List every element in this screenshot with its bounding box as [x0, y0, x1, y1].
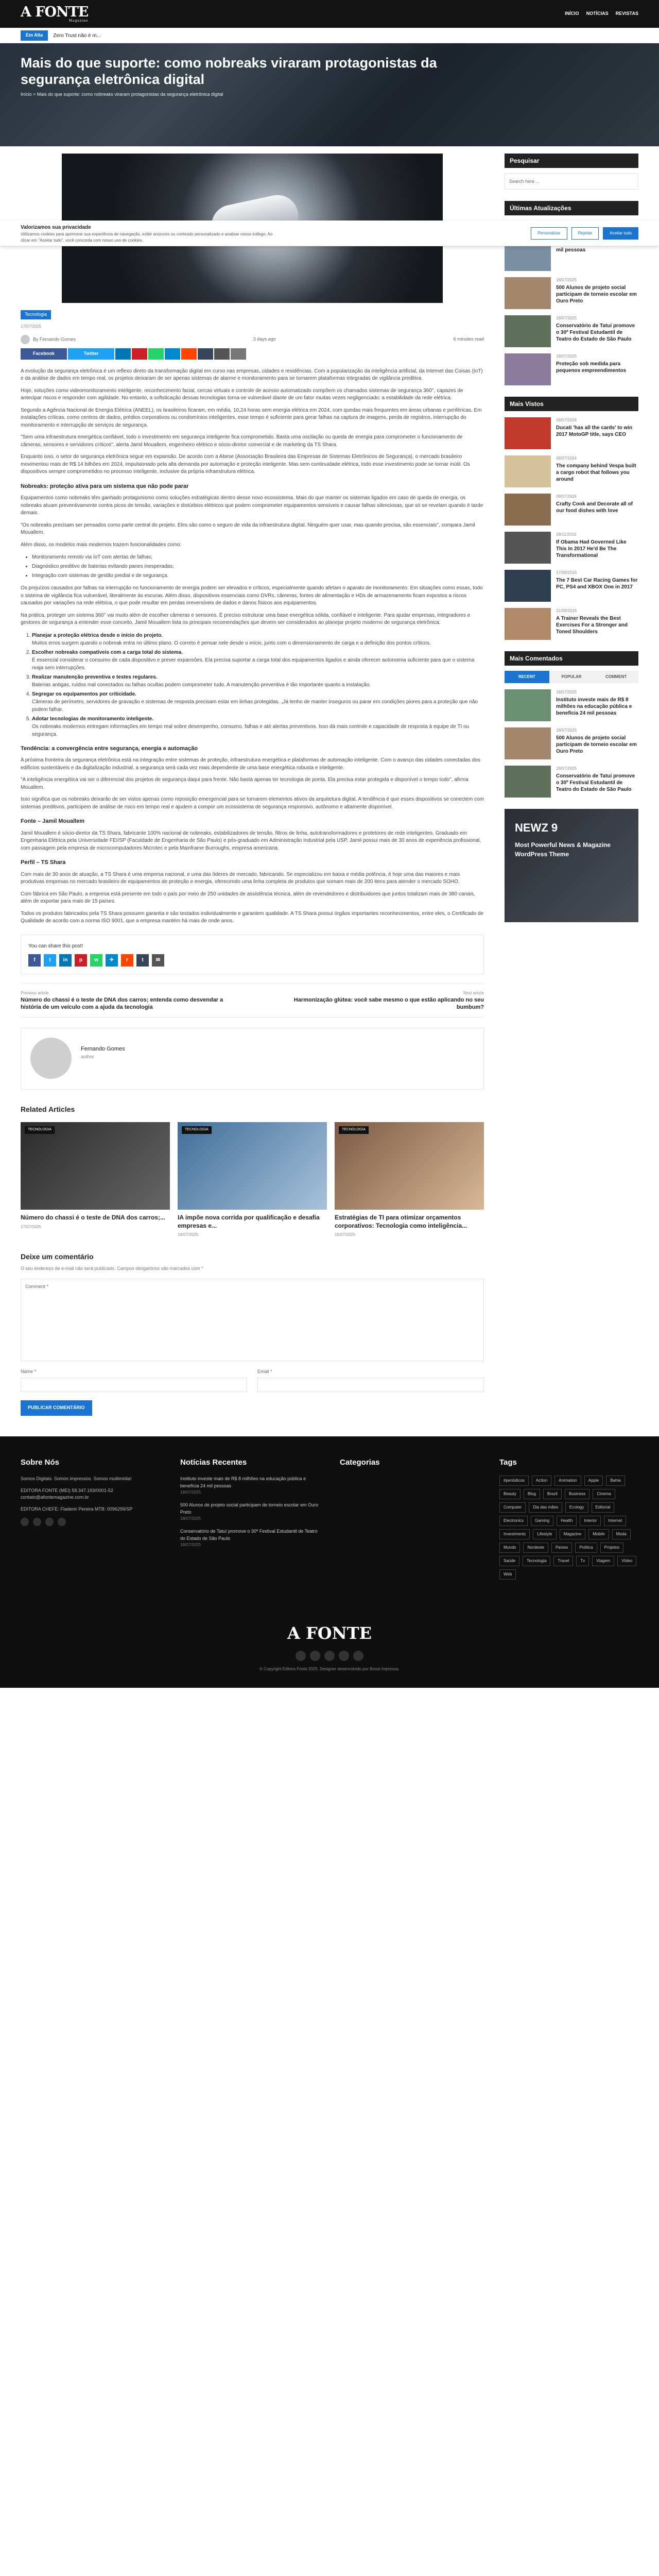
- comment-title: Deixe um comentário: [21, 1252, 94, 1261]
- tag-link[interactable]: Action: [532, 1476, 551, 1486]
- instagram-icon[interactable]: [324, 1651, 335, 1661]
- site-footer: [0, 1436, 659, 1688]
- telegram-share-icon[interactable]: [165, 348, 180, 360]
- author-name[interactable]: Fernando Gomes: [81, 1046, 125, 1053]
- tag-link[interactable]: Investments: [499, 1529, 530, 1539]
- youtube-icon[interactable]: [339, 1651, 349, 1661]
- footer-categories: Categorias: [340, 1458, 380, 1467]
- header-bar: [0, 0, 659, 28]
- linkedin-icon[interactable]: [353, 1651, 363, 1661]
- tag-link[interactable]: Tv: [576, 1556, 589, 1566]
- previous-article-link[interactable]: Previous article Número do chassi é o teste de DNA dos carros; entenda como desvendar a história de um veículo com a ajuda da tecnologia: [21, 990, 223, 1010]
- whatsapp-share-icon[interactable]: [148, 348, 164, 360]
- twitter-icon[interactable]: t: [44, 954, 56, 967]
- twitter-icon[interactable]: [310, 1651, 320, 1661]
- author-role: author: [81, 1054, 94, 1059]
- updates-widget-title: Últimas Atualizações: [505, 201, 638, 215]
- nav-noticias[interactable]: NOTÍCIAS: [586, 11, 609, 16]
- comment-form: [21, 1251, 484, 1416]
- advertisement-banner[interactable]: NEWZ 9 Most Powerful News & Magazine WordPress Theme: [505, 809, 638, 922]
- list-item[interactable]: 18/07/2025 Conservatório de Tatuí promove o 30º Festival Estudantil de Teatro do Estado de São Paulo: [505, 315, 638, 347]
- copyright: © Copyright Editora Fonte 2025. Designer desenvolvido por Boost Impressa.: [259, 1667, 400, 1672]
- article-subheading: Tendência: a convergência entre segurança, energia e automação: [21, 745, 198, 752]
- nav-inicio[interactable]: INÍCIO: [565, 11, 579, 16]
- tag-link[interactable]: Electronics: [499, 1516, 528, 1526]
- search-input[interactable]: Search here ...: [505, 173, 638, 190]
- features-list: • Monitoramento remoto via IoT com alertas de falhas; • Diagnóstico preditivo de baterias evitando panes inesperadas; • Integração com sistemas de gestão predial e de segurança.: [32, 553, 484, 580]
- commented-tabs: [505, 671, 638, 683]
- related-title: Related Articles: [21, 1105, 75, 1114]
- tag-link[interactable]: Blog: [524, 1489, 540, 1499]
- footer-tags: Tags #periódicos Action Animation Apple Bahia Beauty Blog Brazil Business Cinema Computer Dia das mães Ecology Editorial Electronics Gaming Health Interior Internet Investments Lifestyle Magazine Mobile Moda Mundo Nordeste Países Política Projetos Saúde Tecnologia Travel Tv Viagem Vídeo Web: [499, 1457, 638, 1580]
- instagram-icon[interactable]: [45, 1518, 54, 1526]
- footer-logo[interactable]: A FONTE: [287, 1623, 372, 1643]
- list-item[interactable]: 08/07/2024 Crafty Cook and Decorate all of our food dishes with love: [505, 494, 638, 526]
- read-time: 6 minutes read: [453, 336, 484, 342]
- related-card[interactable]: TECNOLOGIA Número do chassi é o teste de DNA dos carros;... 17/07/2025: [21, 1122, 170, 1238]
- tag-link[interactable]: Animation: [554, 1476, 581, 1486]
- most-commented-title: Mais Comentados: [505, 651, 638, 666]
- post-meta: [21, 335, 484, 344]
- related-card[interactable]: TECNOLOGIA IA impõe nova corrida por qualificação e desafia empresas e... 16/07/2025: [178, 1122, 327, 1238]
- tab-popular[interactable]: POPULAR: [549, 671, 594, 683]
- tag-link[interactable]: Beauty: [499, 1489, 521, 1499]
- article-subheading: Nobreaks: proteção ativa para um sistema que não pode parar: [21, 483, 189, 489]
- cookie-text: Utilizamos cookies para aprimorar sua experiência de navegação, exibir anúncios ou conteúdo personalizado e analisar nosso tráfego. Ao clicar em "Aceitar tudo", você concorda com nosso uso de cookies.: [21, 231, 273, 243]
- list-item[interactable]: 21/09/2016 A Trainer Reveals the Best Exercises For a Stronger and Toned Shoulders: [505, 608, 638, 640]
- reddit-share-icon[interactable]: [181, 348, 197, 360]
- page-hero: [0, 43, 659, 146]
- linkedin-share-icon[interactable]: [115, 348, 131, 360]
- list-item[interactable]: 18/07/2025 Conservatório de Tatuí promove o 30º Festival Estudantil de Teatro do Estado de São Paulo: [505, 766, 638, 798]
- tag-link[interactable]: #periódicos: [499, 1476, 529, 1486]
- twitter-share-button[interactable]: Twitter: [68, 348, 114, 360]
- post-ago: 3 days ago: [253, 336, 276, 342]
- cookie-accept-button[interactable]: Aceitar tudo: [603, 227, 638, 240]
- tag-link[interactable]: Viagem: [592, 1556, 614, 1566]
- name-label: Name *: [21, 1368, 37, 1374]
- tag-link[interactable]: Nordeste: [523, 1543, 548, 1553]
- list-item[interactable]: 500 Alunos de projeto social participam de torneio escolar em Ouro Preto 18/07/2025: [180, 1502, 319, 1521]
- tag-link[interactable]: Editorial: [592, 1502, 615, 1513]
- post-navigation: [21, 984, 484, 1018]
- list-item[interactable]: 08/07/2024 Ducati 'has all the cards' to win 2017 MotoGP title, says CEO: [505, 417, 638, 449]
- tag-link[interactable]: Business: [565, 1489, 589, 1499]
- cookie-customize-button[interactable]: Personalizar: [531, 227, 567, 240]
- article-subheading: Fonte – Jamil Mouallem: [21, 818, 85, 824]
- tumblr-icon[interactable]: t: [136, 954, 149, 967]
- list-item[interactable]: 18/07/2025 500 Alunos de projeto social participam de torneio escolar em Ouro Preto: [505, 277, 638, 309]
- share-box: [21, 935, 484, 974]
- cookie-banner: [0, 221, 659, 246]
- author-avatar: [21, 335, 30, 344]
- email-label: Email *: [257, 1368, 272, 1374]
- linkedin-icon[interactable]: in: [59, 954, 72, 967]
- tag-link[interactable]: Magazine: [560, 1529, 586, 1539]
- site-logo[interactable]: A FONTE Magazine: [21, 4, 89, 23]
- post-author[interactable]: By Fernando Gomes: [33, 336, 76, 342]
- ticker-text[interactable]: Zero Trust não é m...: [53, 32, 101, 39]
- tag-link[interactable]: Interior: [580, 1516, 601, 1526]
- tab-recent[interactable]: RECENT: [505, 671, 549, 683]
- related-card[interactable]: TECNOLOGIA Estratégias de TI para otimizar orçamentos corporativos: Tecnologia como inteligência... 15/07/2025: [335, 1122, 484, 1238]
- list-item[interactable]: mil pessoas: [505, 239, 638, 271]
- comment-note: O seu endereço de e-mail não será publicado. Campos obrigatórios são marcados com *: [21, 1266, 203, 1272]
- tag-link[interactable]: Países: [551, 1543, 572, 1553]
- list-item[interactable]: 29/11/2016 If Obama Had Governed Like This In 2017 He'd Be The Transformational: [505, 532, 638, 564]
- share-bar: [21, 348, 484, 360]
- sidebar: [505, 154, 638, 1416]
- author-avatar-large: [30, 1038, 72, 1079]
- breadcrumb[interactable]: Início > Mais do que suporte: como nobreaks viraram protagonistas da segurança eletrônica digital: [21, 91, 223, 97]
- search-widget-title: Pesquisar: [505, 154, 638, 168]
- tag-link[interactable]: Cinema: [593, 1489, 615, 1499]
- reddit-icon[interactable]: r: [121, 954, 133, 967]
- tag-link[interactable]: Brazil: [543, 1489, 562, 1499]
- tag-link[interactable]: Moda: [612, 1529, 631, 1539]
- email-field[interactable]: [257, 1378, 484, 1392]
- name-field[interactable]: [21, 1378, 247, 1392]
- share-box-title: You can share this post!: [28, 943, 83, 949]
- tab-comment[interactable]: COMMENT: [594, 671, 638, 683]
- whatsapp-icon[interactable]: w: [90, 954, 102, 967]
- twitter-icon[interactable]: [33, 1518, 41, 1526]
- news-ticker: [0, 28, 659, 43]
- category-tag[interactable]: Tecnologia: [21, 310, 51, 319]
- tag-link[interactable]: Bahia: [606, 1476, 625, 1486]
- email-share-icon[interactable]: [214, 348, 230, 360]
- main-column: [21, 154, 484, 1416]
- tag-link[interactable]: Ecology: [565, 1502, 588, 1513]
- list-item[interactable]: Conservatório de Tatuí promove o 30º Festival Estudantil de Teatro do Estado de São Paulo 18/07/2025: [180, 1529, 318, 1548]
- footer-about: Sobre Nós Somos Digitais. Somos impressos. Somos multimídia! EDITORA FONTE (MEI) 58.347.193/0001-52 contato@afontemagazine.com.br EDITORA CHEFE: Fladenir Pereira MTB: 0096299/SP: [21, 1457, 160, 1580]
- next-article-link[interactable]: Next article Harmonização glútea: você sabe mesmo o que estão aplicando no seu bumbum?: [293, 990, 484, 1010]
- ticker-label: Em Alta: [21, 30, 48, 41]
- tag-link[interactable]: Internet: [604, 1516, 626, 1526]
- list-item[interactable]: 18/07/2025 Proteção sob medida para pequenos empreendimentos: [505, 353, 638, 385]
- pinterest-share-icon[interactable]: [132, 348, 147, 360]
- most-viewed-title: Mais Vistos: [505, 397, 638, 411]
- list-item[interactable]: 08/07/2024 The company behind Vespa built a cargo robot that follows you around: [505, 455, 638, 487]
- tag-link[interactable]: Mundo: [499, 1543, 520, 1553]
- author-box: [21, 1028, 484, 1090]
- footer-recent-news: Notícias Recentes Instituto investe mais de R$ 8 milhões na educação pública e benefícia 24 mil pessoas 18/07/2025 500 Alunos de projeto social participam de torneio escolar em Ouro Preto 18/07/2025 Conservatório de Tatuí promove o 30º Festival Estudantil de Teatro do Estado de São Paulo 18/07/2025: [180, 1458, 319, 1548]
- tag-link[interactable]: Projetos: [600, 1543, 623, 1553]
- tag-link[interactable]: Web: [499, 1569, 516, 1580]
- tag-link[interactable]: Política: [575, 1543, 597, 1553]
- tag-link[interactable]: Computer: [499, 1502, 526, 1513]
- article-subheading: Perfil – TS Shara: [21, 859, 66, 866]
- facebook-icon[interactable]: f: [28, 954, 41, 967]
- tag-link[interactable]: Saúde: [499, 1556, 519, 1566]
- nav-revistas[interactable]: REVISTAS: [615, 11, 638, 16]
- article-body: A evolução da segurança eletrônica é um reflexo direto da transformação digital em curso nas empresas, cidades e residências. Com a popularização da inteligência artificial, da Internet das Coisas (IoT) e da análise de dados em tempo real, os projetos deixaram de ser apenas sistemas de alarme e monitoramento para se tornarem plataformas integradas de vigilância preditiva. Hoje, soluções como videomonitoramento inteligente, reconhecimento facial, cercas virtuais e controle de acesso automatizado compõem os chamados sistemas de segurança 360°, capazes de antecipar riscos e responder com agilidade. No entanto, a sofisticação dessas tecnologias torna-se vulnerável diante de um fator muitas vezes negligenciado: a estabilidade da rede elétrica. Segundo a Agência Nacional de Energia Elétrica (ANEEL), os brasileiros ficaram, em média, 10,24 horas sem energia elétrica em 2024, com quedas mais frequentes em áreas urbanas e periféricas. Em instalações críticas, como centros de dados, prédios corporativos ou condomínios inteligentes, esse tempo é suficiente para gerar falhas na captura de imagens, perda de registros, interrupção do monitoramento e interrupção de serviços de segurança. "Sem uma infraestrutura energética confiável, todo o investimento em segurança inteligente fica comprometido. Basta uma oscilação ou queda de energia para comprometer o funcionamento de câmeras, sensores e servidores críticos", alerta Jamil Mouallem, engenheiro elétrico e sócio-diretor comercial e de marketing da TS Shara. Enquanto isso, o setor de segurança eletrônica segue em expansão. De acordo com a Abese (Associação Brasileira das Empresas de Sistemas Eletrônicos de Segurança), o mercado brasileiro movimentou mais de R$ 14 bilhões em 2024, impulsionado pela alta demanda por automação e proteção inteligente. Mas sem continuidade elétrica, todo esse investimento pode se tornar inútil. Os dispositivos sempre comprometidos no processo inteligente, inclusive da própria infraestrutura elétrica. Nobreaks: proteção ativa para um sistema que não pode parar Equipamentos como nobreaks têm ganhado protagonismo como soluções estratégicas dentro desse novo ecossistema. Mais do que manter os sistemas ligados em caso de queda de energia, os nobreaks atuam preventivamente contra picos de tensão, variações e distúrbios elétricos que podem comprometer equipamentos sensíveis e causar falhas silenciosas, que só se revelam quando é tarde demais. "Os nobreaks precisam ser pensados como parte central do projeto. Eles são como o seguro de vida da infraestrutura digital. Ninguém quer usar, mas quando precisa, são essenciais", compara Jamil Mouallem. Além disso, os modelos mais modernos trazem funcionalidades como: • Monitoramento remoto via IoT com alertas de falhas; • Diagnóstico preditivo de baterias evitando panes inesperadas; • Integração com sistemas de gestão predial e de segurança. Os prejuízos causados por falhas na interrupção no funcionamento de energia podem ser elevados e críticos, especialmente quando afetam o aparato de monitoramento. Em situações como essas, todo o sistema de vigilância fica vulnerável, literalmente às escuras. Além disso, dispositivos essenciais como DVRs, câmeras, fontes de alimentação e HDs de armazenamento ficam expostos a riscos causados por variações na rede elétrica, o que pode resultar em perdas irreversíveis de dados e danos físicos aos equipamentos. Na prática, proteger um sistema 360° vai muito além de escolher câmeras e sensores. É preciso estruturar uma base energética sólida, confiável e inteligente. Para ajudar empresas, integradores e gestores de segurança a entender esse conceito, Jamil Mouallem lista os principais recomendações que devem ser considerados ao planejar projeto moderno de segurança eletrônica: 1. Planejar a proteção elétrica desde o início do projeto. Muitos erros surgem quando o nobreak entra no último plano. O correto é pensar nele desde o início, junto com o dimensionamento de carga e a definição dos pontos críticos. 2. Escolher nobreaks compatíveis com a carga total do sistema. É essencial considerar o consumo de cada dispositivo e prever expansões. Ela precisa suportar a carga total dos equipamentos ligados e ainda oferecer autonomia suficiente para que o sistema reaja sem interrupções. 3. Realizar manutenção preventiva e testes regulares. Baterias antigas, ruídos mal conectados ou falhas ocultas podem comprometer tudo. A manutenção preventiva é tão importante quanto a instalação. 4. Segregar os equipamentos por criticidade. Câmeras de perímetro, servidores de gravação e sistemas de resposta precisam estar em linhas protegidas. „Já tenho de manter inseguros ou parar em condições piores para a proteção que não podem falhar. 5. Adotar tecnologias de monitoramento inteligente. Os nobreaks modernos entregam informações em tempo real sobre desempenho, consumo, falhas e até alertas preventivos. Isso dá mais controle e capacidade de resposta à equipe de TI ou segurança. Tendência: a convergência entre segurança, energia e automação A próxima fronteira da segurança eletrônica está na integração entre sistemas de proteção, infraestrutura energética e plataformas de automação inteligente. Com o avanço das cidades conectadas dos edifícios sustentáveis e da digitalização industrial, a segurança será cada vez mais dependente de uma base energética robusta e inteligente. "A inteligência energética vai ser o diferencial dos projetos de segurança daqui para frente. Não basta apenas ter tecnologia de ponta. Ela precisa estar protegida e disponível o tempo todo", afirma Mouallem. Isso significa que os nobreaks deixarão de ser vistos apenas como reposição emergencial para se tornarem elementos ativos da arquitetura digital. A tendência é que esses dispositivos se conectem com sistemas preditivos, participem de análise de risco em tempo real e ajudem a compor um ecossistema de segurança responsivo, autônomo e altamente disponível. Fonte – Jamil Mouallem Jamil Mouallem é sócio-diretor da TS Shara, fabricante 100% nacional de nobreaks, estabilizadores de tensão, filtros de linha, autotransformadores e protetores de rede inteligentes. Graduado em Engenharia Elétrica pela Universidade FEI/SP (Faculdade de Engenharia de São Paulo) e pós-graduado em Administração Industrial pela USP, Jamil possui mais de 30 anos de experiência profissional, com passagem pela empresa de microcomputadores Microtec e pela Mainframe Burroughs, empresa americana. Perfil – TS Shara Com mais de 30 anos de atuação, a TS Shara é uma empresa nacional, e uma das líderes de mercado, fabricando. Se especializou em baixa e média potência, é hoje uma das maiores e mais produtivas empresas no mercado brasileiro de equipamentos de proteção e energia, oferecendo uma linha completa de produtos que somam mais de 200 itens para atender o mercado SOHO. Com fábrica em São Paulo, a empresa está presente em todo o país por meio de 250 unidades de assistência técnica, além de revendedores e distribuidores que juntos totalizam mais de 380 canais, além de exportar para mais de 15 países. Todos os produtos fabricados pela TS Shara possuem garantia e são testados individualmente e garantem qualidade. A TS Shara possui órgãos importantes reconhecimentos, entre eles, o Certificado de Qualidade de acordo com a norma ISO 9001, que a empresa mantém há mais de onde anos.: [21, 368, 484, 925]
- telegram-icon[interactable]: ✈: [106, 954, 118, 967]
- tag-link[interactable]: Gaming: [531, 1516, 553, 1526]
- tag-link[interactable]: Lifestyle: [533, 1529, 556, 1539]
- facebook-share-button[interactable]: Facebook: [21, 348, 67, 360]
- tag-link[interactable]: Travel: [553, 1556, 573, 1566]
- facebook-icon[interactable]: [296, 1651, 306, 1661]
- facebook-icon[interactable]: [21, 1518, 29, 1526]
- tumblr-share-icon[interactable]: [198, 348, 213, 360]
- tag-link[interactable]: Tecnologia: [523, 1556, 550, 1566]
- list-item[interactable]: 18/07/2025 500 Alunos de projeto social participam de torneio escolar em Ouro Preto: [505, 727, 638, 759]
- tag-link[interactable]: Mobile: [588, 1529, 609, 1539]
- youtube-icon[interactable]: [58, 1518, 66, 1526]
- list-item[interactable]: 18/07/2025 Instituto investe mais de R$ 8 milhões na educação pública e benefícia 24 mil pessoas: [505, 689, 638, 721]
- comment-textarea[interactable]: Comment *: [21, 1279, 484, 1361]
- cookie-title: Valorizamos sua privacidade: [21, 224, 91, 230]
- cookie-reject-button[interactable]: Rejeitar: [571, 227, 599, 240]
- tag-link[interactable]: Dia das mães: [529, 1502, 562, 1513]
- post-date: 17/07/2025: [21, 324, 42, 329]
- print-share-icon[interactable]: [231, 348, 246, 360]
- email-icon[interactable]: ✉: [152, 954, 164, 967]
- list-item[interactable]: 17/09/2016 The 7 Best Car Racing Games for PC, PS4 and XBOX One in 2017: [505, 570, 638, 602]
- page-title: Mais do que suporte: como nobreaks viraram protagonistas da segurança eletrônica digital: [21, 55, 437, 88]
- recommendations-list: 1. Planejar a proteção elétrica desde o início do projeto. Muitos erros surgem quando o nobreak entra no último plano. O correto é pensar nele desde o início, junto com o dimensionamento de carga e a definição dos pontos críticos. 2. Escolher nobreaks compatíveis com a carga total do sistema. É essencial considerar o consumo de cada dispositivo e prever expansões. Ela precisa suportar a carga total dos equipamentos ligados e ainda oferecer autonomia suficiente para que o sistema reaja sem interrupções. 3. Realizar manutenção preventiva e testes regulares. Baterias antigas, ruídos mal conectados ou falhas ocultas podem comprometer tudo. A manutenção preventiva é tão importante quanto a instalação. 4. Segregar os equipamentos por criticidade. Câmeras de perímetro, servidores de gravação e sistemas de resposta precisam estar em linhas protegidas. „Já tenho de manter inseguros ou parar em condições piores para a proteção que não podem falhar. 5. Adotar tecnologias de monitoramento inteligente. Os nobreaks modernos entregam informações em tempo real sobre desempenho, consumo, falhas e até alertas preventivos. Isso dá mais controle e capacidade de resposta à equipe de TI ou segurança.: [32, 632, 484, 738]
- tag-link[interactable]: Health: [557, 1516, 577, 1526]
- tag-link[interactable]: Vídeo: [617, 1556, 636, 1566]
- related-articles: [21, 1122, 484, 1238]
- list-item[interactable]: Instituto investe mais de R$ 8 milhões na educação pública e benefícia 24 mil pessoas 18/07/2025: [180, 1476, 306, 1495]
- main-nav: [565, 10, 638, 18]
- pinterest-icon[interactable]: p: [75, 954, 87, 967]
- submit-comment-button[interactable]: PUBLICAR COMENTÁRIO: [21, 1400, 92, 1416]
- tag-link[interactable]: Apple: [584, 1476, 603, 1486]
